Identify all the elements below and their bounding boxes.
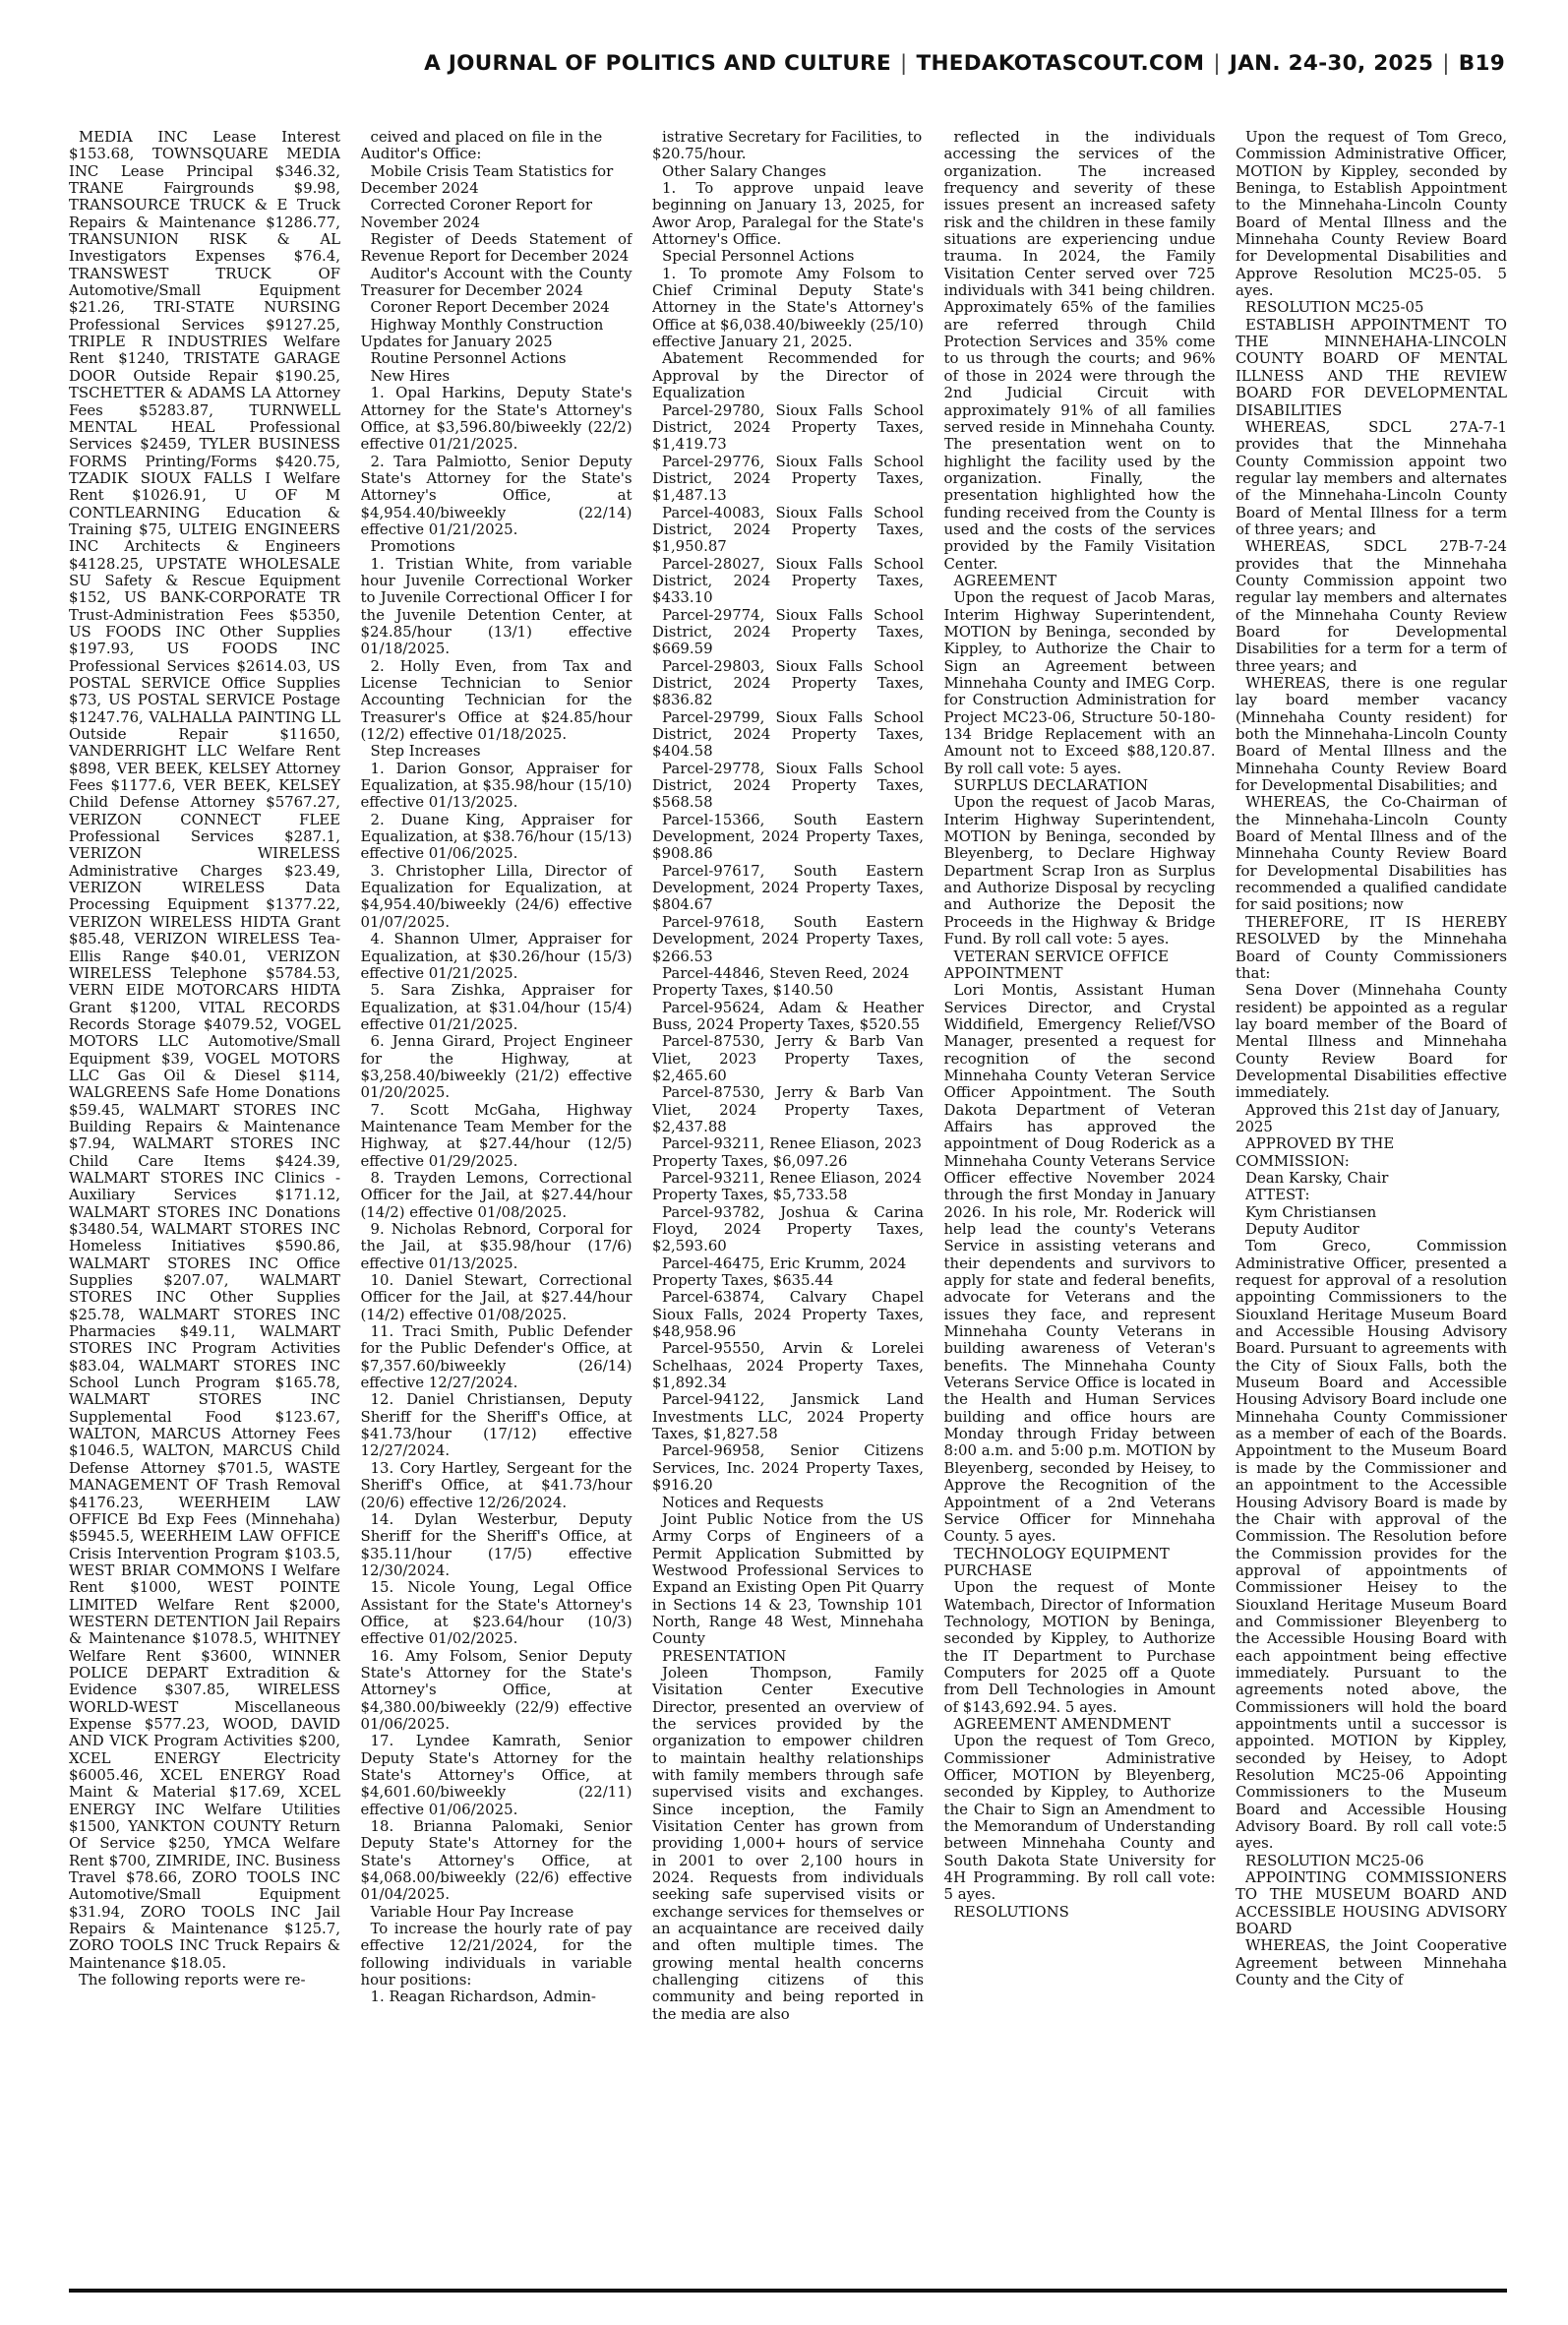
paragraph: Lori Montis, Assistant Human Services Director, and Crystal Widdifield, Emergency Relief/VSO Manager, presented a request for recognition of the second Minnehaha County Veteran Service Officer Appointment. The South Dakota Department of Veteran Affairs has approved the appointment of Doug Roderick as a Minnehaha County Veterans Service Officer effective November 2024 through the first Monday in January 2026. In his role, Mr. Roderick will help lead the county's Veterans Service in assisting veterans and their dependents and survivors to apply for state and federal benefits, advocate for Veterans and the issues they face, and represent Minnehaha County Veterans in building awareness of Veteran's benefits. The Minnehaha County Veterans Service Office is located in the Health and Human Services building and office hours are Monday through Friday between 8:00 a.m. and 5:00 p.m. MOTION by Bleyenberg, seconded by Heisey, to Approve the Recognition of the Appointment of a 2nd Veterans Service Officer for Minnehaha County. 5 ayes. (943, 981, 1216, 1546)
paragraph: Upon the request of Tom Greco, Commission Administrative Officer, MOTION by Kippley, seconded by Beninga, to Establish Appointment to the Minnehaha-Lincoln County Board of Mental Illness and the Minnehaha County Review Board for Developmental Disabilities and Approve Resolution MC25-05. 5 ayes. (1236, 129, 1507, 300)
paragraph: Dean Karsky, Chair (1245, 1168, 1389, 1187)
paragraph: Parcel-93782, Joshua & Carina Floyd, 2024 Property Taxes, $2,593.60 (652, 1202, 924, 1255)
paragraph: Parcel-46475, Eric Krumm, 2024 Property Taxes, $635.44 (652, 1254, 907, 1290)
paragraph: ceived and placed on file in the Auditor's Office: (360, 129, 603, 163)
paragraph: 1. Darion Gonsor, Appraiser for Equalization, at $35.98/hour (15/10) effective 01/13/2025. (360, 759, 633, 812)
paragraph: Auditor's Account with the County Treasurer for December 2024 (360, 264, 633, 300)
paragraph: Parcel-87530, Jerry & Barb Van Vliet, 2023 Property Taxes, $2,465.60 (652, 1032, 924, 1084)
paragraph: Coroner Report December 2024 (370, 298, 610, 317)
paragraph: Routine Personnel Actions (370, 349, 567, 368)
paragraph: 1. Tristian White, from variable hour Juvenile Correctional Worker to Juvenile Correctional Officer I for the Juvenile Detention Center, at $24.85/hour (13/1) effective 01/18/2025. (360, 554, 633, 658)
paragraph: The following reports were re- (79, 1971, 306, 1989)
paragraph: Upon the request of Monte Watembach, Director of Information Technology, MOTION by Beninga, seconded by Kippley, to Authorize the IT Department to Purchase Computers for 2025 off a Quote from Dell Technologies in Amount of $143,692.94. 5 ayes. (943, 1578, 1216, 1716)
paragraph: Tom Greco, Commission Administrative Officer, presented a request for approval of a resolution appointing Commissioners to the Siouxland Heritage Museum Board and Accessible Housing Advisory Board. Pursuant to agreements with the City of Sioux Falls, both the Museum Board and Accessible Housing Advisory Board include one Minnehaha County Commissioner as a member of each of the Boards. Appointment to the Museum Board is made by the Commissioner and an appointment to the Accessible Housing Advisory Board is made by the Chair with approval of the Commission. The Resolution before the Commission provides for the approval of appointments of Commissioner Heisey to the Siouxland Heritage Museum Board and Commissioner Bleyenberg to the Accessible Housing Board with each appointment being effective immediately. Pursuant to the agreements noted above, the Commissioners will hold the board appointments until a successor is appointed. MOTION by Kippley, seconded by Heisey, to Adopt Resolution MC25-06 Appointing Commissioners to the Museum Board and Accessible Housing Advisory Board. By roll call vote:5 ayes. (1236, 1237, 1507, 1853)
paragraph: 14. Dylan Westerbur, Deputy Sheriff for the Sheriff's Office, at $35.11/hour (17/5) effective 12/30/2024. (360, 1509, 633, 1579)
paragraph: 3. Christopher Lilla, Director of Equalization for Equalization, at $4,954.40/biweekly (24/6) effective 01/07/2025. (360, 861, 633, 931)
paragraph: 18. Brianna Palomaki, Senior Deputy State's Attorney for the State's Attorney's Office, at $4,068.00/biweekly (22/6) effective 01/04/2025. (360, 1817, 633, 1904)
paragraph: 15. Nicole Young, Legal Office Assistant for the State's Attorney's Office, at $23.64/hour (10/3) effective 01/02/2025. (360, 1578, 633, 1648)
header-line (424, 51, 1505, 76)
paragraph: RESOLUTION MC25-05 (1245, 298, 1424, 317)
text-column-4 (944, 129, 1216, 2274)
paragraph: 6. Jenna Girard, Project Engineer for the Highway, at $3,258.40/biweekly (21/2) effective 01/20/2025. (360, 1032, 633, 1102)
header-separator: | (899, 51, 908, 76)
paragraph: PRESENTATION (662, 1646, 787, 1665)
paragraph: Parcel-15366, South Eastern Development, 2024 Property Taxes, $908.86 (652, 810, 924, 863)
paragraph: 2. Duane King, Appraiser for Equalization, at $38.76/hour (15/13) effective 01/06/2025. (360, 810, 633, 863)
paragraph: 16. Amy Folsom, Senior Deputy State's Attorney for the State's Attorney's Office, at $4,380.00/biweekly (22/9) effective 01/06/2025. (360, 1646, 633, 1733)
header-separator: | (1442, 51, 1450, 76)
paragraph: 1. To promote Amy Folsom to Chief Criminal Deputy State's Attorney in the State's Attorney's Office at $6,038.40/biweekly (25/10) effective January 21, 2025. (652, 264, 924, 351)
page-header (0, 0, 1568, 133)
paragraph: SURPLUS DECLARATION (953, 776, 1149, 795)
paragraph: APPOINTING COMMISSIONERS TO THE MUSEUM BOARD AND ACCESSIBLE HOUSING ADVISORY BOARD (1236, 1868, 1507, 1938)
paragraph: WHEREAS, the Joint Cooperative Agreement between Minnehaha County and the City of (1236, 1936, 1507, 1989)
paragraph: 2. Holly Even, from Tax and License Technician to Senior Accounting Technician for the Treasurer's Office at $24.85/hour (12/2) effective 01/18/2025. (360, 656, 633, 744)
paragraph: Upon the request of Jacob Maras, Interim Highway Superintendent, MOTION by Beninga, seconded by Bleyenberg, to Declare Highway Department Scrap Iron as Surplus and Authorize Disposal by recycling and Authorize the Deposit the Proceeds in the Highway & Bridge Fund. By roll call vote: 5 ayes. (943, 793, 1216, 948)
paragraph: Other Salary Changes (662, 161, 826, 180)
paragraph: Step Increases (370, 742, 481, 761)
paragraph: 10. Daniel Stewart, Correctional Officer for the Jail, at $27.44/hour (14/2) effective 01/08/2025. (360, 1271, 633, 1323)
paragraph: RESOLUTION MC25-06 (1245, 1851, 1424, 1869)
legal-notice-columns (69, 129, 1507, 2274)
paragraph: THEREFORE, IT IS HEREBY RESOLVED by the Minnehaha Board of County Commissioners that: (1236, 912, 1507, 982)
paragraph: Parcel-93211, Renee Eliason, 2023 Property Taxes, $6,097.26 (652, 1134, 922, 1170)
paragraph: Joleen Thompson, Family Visitation Center Executive Director, presented an overview of the services provided by the organization to empower children to maintain healthy relationships with family members through safe supervised visits and exchanges. Since inception, the Family Visitation Center has grown from providing 1,000+ hours of service in 2001 to over 2,100 hours in 2024. Requests from individuals seeking safe supervised visits or exchange services for themselves or an acquaintance are received daily and often multiple times. The growing mental health concerns challenging citizens of this community and being reported in the media are also (652, 1663, 924, 2023)
paragraph: Upon the request of Tom Greco, Commissioner Administrative Officer, MOTION by Bleyenberg, seconded by Kippley, to Authorize the Chair to Sign an Amendment to the Memorandum of Understanding between Minnehaha County and South Dakota State University for 4H Programming. By roll call vote: 5 ayes. (943, 1732, 1216, 1904)
bottom-rule (69, 2289, 1507, 2293)
paragraph: 1. Opal Harkins, Deputy State's Attorney for the State's Attorney's Office, at $3,596.80/biweekly (22/2) effective 01/21/2025. (360, 384, 633, 454)
paragraph: Parcel-87530, Jerry & Barb Van Vliet, 2024 Property Taxes, $2,437.88 (652, 1083, 924, 1135)
paragraph: Abatement Recommended for Approval by the Director of Equalization (652, 349, 924, 402)
paragraph: Kym Christiansen (1245, 1202, 1377, 1221)
paragraph: 2. Tara Palmiotto, Senior Deputy State's Attorney for the State's Attorney's Office, at $4,954.40/biweekly (22/14) effective 01/21/2025. (360, 452, 633, 538)
paragraph: Joint Public Notice from the US Army Corps of Engineers of a Permit Application Submitted by Westwood Professional Services to Expand an Existing Open Pit Quarry in Sections 14 & 23, Township 101 North, Range 48 West, Minnehaha County (652, 1509, 924, 1648)
paragraph: Parcel-63874, Calvary Chapel Sioux Falls, 2024 Property Taxes, $48,958.96 (652, 1288, 924, 1341)
paragraph: 11. Traci Smith, Public Defender for the Public Defender's Office, at $7,357.60/biweekly (26/14) effective 12/27/2024. (360, 1322, 633, 1392)
paragraph: Parcel-29776, Sioux Falls School District, 2024 Property Taxes, $1,487.13 (652, 452, 924, 505)
paragraph: RESOLUTIONS (953, 1902, 1069, 1921)
paragraph: Parcel-95550, Arvin & Lorelei Schelhaas, 2024 Property Taxes, $1,892.34 (652, 1339, 924, 1392)
publication-tagline: A JOURNAL OF POLITICS AND CULTURE (424, 51, 891, 76)
paragraph: Approved this 21st day of January, 2025 (1236, 1100, 1501, 1135)
paragraph: Parcel-29803, Sioux Falls School District, 2024 Property Taxes, $836.82 (652, 656, 924, 709)
paragraph: 9. Nicholas Rebnord, Corporal for the Jail, at $35.98/hour (17/6) effective 01/13/2025. (360, 1220, 633, 1272)
paragraph: Sena Dover (Minnehaha County resident) be appointed as a regular lay board member of the Board of Mental Illness and Minnehaha County Review Board for Developmental Disabilities effective immediately. (1236, 981, 1507, 1102)
paragraph: Parcel-29799, Sioux Falls School District, 2024 Property Taxes, $404.58 (652, 707, 924, 761)
text-column-1 (69, 129, 340, 2274)
paragraph: istrative Secretary for Facilities, to $20.75/hour. (652, 129, 923, 163)
paragraph: ATTEST: (1245, 1186, 1310, 1204)
paragraph: APPROVED BY THE COMMISSION: (1236, 1134, 1395, 1170)
paragraph: New Hires (370, 366, 451, 385)
paragraph: VETERAN SERVICE OFFICE APPOINTMENT (943, 947, 1170, 982)
issue-date: JAN. 24-30, 2025 (1229, 51, 1434, 76)
paragraph: 8. Trayden Lemons, Correctional Officer for the Jail, at $27.44/hour (14/2) effective 01/08/2025. (360, 1168, 633, 1221)
paragraph: WHEREAS, SDCL 27B-7-24 provides that the Minnehaha County Commission appoint two regular lay members and alternates of the Minnehaha County Review Board for Developmental Disabilities for a term for a term of three years; and (1236, 537, 1507, 675)
paragraph: WHEREAS, there is one regular lay board member vacancy (Minnehaha County resident) for both the Minnehaha-Lincoln County Board of Mental Illness and the Minnehaha County Review Board for Developmental Disabilities; and (1236, 674, 1507, 795)
paragraph: Register of Deeds Statement of Revenue Report for December 2024 (360, 230, 633, 266)
paragraph: MEDIA INC Lease Interest $153.68, TOWNSQUARE MEDIA INC Lease Principal $346.32, TRANE Fairgrounds $9.98, TRANSOURCE TRUCK & E Truck Repairs & Maintenance $1286.77, TRANSUNION RISK & AL Investigators Expenses $76.4, TRANSWEST TRUCK OF Automotive/Small Equipment $21.26, TRI-STATE NURSING Professional Services $9127.25, TRIPLE R INDUSTRIES Welfare Rent $1240, TRISTATE GARAGE DOOR Outside Repair $190.25, TSCHETTER & ADAMS LA Attorney Fees $5283.87, TURNWELL MENTAL HEAL Professional Services $2459, TYLER BUSINESS FORMS Printing/Forms $420.75, TZADIK SIOUX FALLS I Welfare Rent $1026.91, U OF M CONTLEARNING Education & Training $75, ULTEIG ENGINEERS INC Architects & Engineers $4128.25, UPSTATE WHOLESALE SU Safety & Rescue Equipment $152, US BANK-CORPORATE TR Trust-Administration Fees $5350, US FOODS INC Other Supplies $197.93, US FOODS INC Professional Services $2614.03, US POSTAL SERVICE Office Supplies $73, US POSTAL SERVICE Postage $1247.76, VALHALLA PAINTING LL Outside Repair $11650, VANDERRIGHT LLC Welfare Rent $898, VER BEEK, KELSEY Attorney Fees $1177.6, VER BEEK, KELSEY Child Defense Attorney $5767.27, VERIZON CONNECT FLEE Professional Services $287.1, VERIZON WIRELESS Administrative Charges $23.49, VERIZON WIRELESS Data Processing Equipment $1377.22, VERIZON WIRELESS HIDTA Grant $85.48, VERIZON WIRELESS Tea-Ellis Range $40.01, VERIZON WIRELESS Telephone $5784.53, VERN EIDE MOTORCARS HIDTA Grant $1200, VITAL RECORDS Records Storage $4079.52, VOGEL MOTORS LLC Automotive/Small Equipment $39, VOGEL MOTORS LLC Gas Oil & Diesel $114, WALGREENS Safe Home Donations $59.45, WALMART STORES INC Building Repairs & Maintenance $7.94, WALMART STORES INC Child Care Items $424.39, WALMART STORES INC Clinics - Auxiliary Services $171.12, WALMART STORES INC Donations $3480.54, WALMART STORES INC Homeless Initiatives $590.86, WALMART STORES INC Office Supplies $207.07, WALMART STORES INC Other Supplies $25.78, WALMART STORES INC Pharmacies $49.11, WALMART STORES INC Program Activities $83.04, WALMART STORES INC School Lunch Program $165.78, WALMART STORES INC Supplemental Food $123.67, WALTON, MARCUS Attorney Fees $1046.5, WALTON, MARCUS Child Defense Attorney $701.5, WASTE MANAGEMENT OF Trash Removal $4176.23, WEERHEIM LAW OFFICE Bd Exp Fees (Minnehaha) $5945.5, WEERHEIM LAW OFFICE Crisis Intervention Program $103.5, WEST BRIAR COMMONS I Welfare Rent $1000, WEST POINTE LIMITED Welfare Rent $2000, WESTERN DETENTION Jail Repairs & Maintenance $1078.5, WHITNEY Welfare Rent $3600, WINNER POLICE DEPART Extradition & Evidence $307.85, WIRELESS WORLD-WEST Miscellaneous Expense $577.23, WOOD, DAVID AND VICK Program Activities $200, XCEL ENERGY Electricity $6005.46, XCEL ENERGY Road Maint & Material $17.69, XCEL ENERGY INC Welfare Utilities $1500, YANKTON COUNTY Return Of Service $250, YMCA Welfare Rent $700, ZIMRIDE, INC. Business Travel $78.66, ZORO TOOLS INC Automotive/Small Equipment $31.94, ZORO TOOLS INC Jail Repairs & Maintenance $125.7, ZORO TOOLS INC Truck Repairs & Maintenance $18.05. (69, 129, 340, 1972)
paragraph: Corrected Coroner Report for November 2024 (360, 196, 592, 231)
paragraph: Parcel-29780, Sioux Falls School District, 2024 Property Taxes, $1,419.73 (652, 400, 924, 454)
paragraph: 5. Sara Zishka, Appraiser for Equalization, at $31.04/hour (15/4) effective 01/21/2025. (360, 981, 633, 1033)
paragraph: 1. Reagan Richardson, Admin- (370, 1988, 596, 2006)
paragraph: Parcel-97617, South Eastern Development, 2024 Property Taxes, $804.67 (652, 861, 924, 914)
paragraph: WHEREAS, SDCL 27A-7-1 provides that the Minnehaha County Commission appoint two regular lay members and alternates of the Minnehaha-Lincoln County Board of Mental Illness for a term of three years; and (1236, 417, 1507, 538)
paragraph: Notices and Requests (662, 1493, 824, 1511)
paragraph: AGREEMENT (953, 571, 1057, 589)
text-column-5 (1236, 129, 1507, 2274)
page-number: B19 (1458, 51, 1505, 76)
paragraph: ESTABLISH APPOINTMENT TO THE MINNEHAHA-LINCOLN COUNTY BOARD OF MENTAL ILLNESS AND THE REVIEW BOARD FOR DEVELOPMENTAL DISABILITIES (1236, 315, 1507, 419)
paragraph: Upon the request of Jacob Maras, Interim Highway Superintendent, MOTION by Beninga, seconded by Kippley, to Authorize the Chair to Sign an Agreement between Minnehaha County and IMEG Corp. for Construction Administration for Project MC23-06, Structure 50-180-134 Bridge Replacement with an Amount not to Exceed $88,120.87. By roll call vote: 5 ayes. (943, 588, 1216, 777)
paragraph: Parcel-95624, Adam & Heather Buss, 2024 Property Taxes, $520.55 (652, 998, 924, 1033)
paragraph: WHEREAS, the Co-Chairman of the Minnehaha-Lincoln County Board of Mental Illness and of the Minnehaha County Review Board for Developmental Disabilities has recommended a qualified candidate for said positions; now (1236, 793, 1507, 914)
paragraph: 17. Lyndee Kamrath, Senior Deputy State's Attorney for the State's Attorney's Office, at $4,601.60/biweekly (22/11) effective 01/06/2025. (360, 1732, 633, 1818)
paragraph: reflected in the individuals accessing the services of the organization. The increased frequency and severity of these issues present an increased safety risk and the children in these family situations are experiencing undue trauma. In 2024, the Family Visitation Center served over 725 individuals with 341 being children. Approximately 65% of the families are referred through Child Protection Services and 35% come to us through the courts; and 96% of those in 2024 were through the 2nd Judicial Circuit with approximately 91% of all families served reside in Minnehaha County. The presentation went on to highlight the facility used by the organization. Finally, the presentation highlighted how the funding received from the County is used and the costs of the services provided by the Family Visitation Center. (943, 129, 1216, 573)
paragraph: Mobile Crisis Team Statistics for December 2024 (360, 161, 614, 198)
paragraph: 1. To approve unpaid leave beginning on January 13, 2025, for Awor Arop, Paralegal for the State's Attorney's Office. (652, 179, 924, 249)
paragraph: 12. Daniel Christiansen, Deputy Sheriff for the Sheriff's Office, at $41.73/hour (17/12) effective 12/27/2024. (360, 1390, 633, 1460)
paragraph: Variable Hour Pay Increase (370, 1902, 574, 1921)
paragraph: Parcel-94122, Jansmick Land Investments LLC, 2024 Property Taxes, $1,827.58 (652, 1390, 924, 1443)
paragraph: Parcel-29778, Sioux Falls School District, 2024 Property Taxes, $568.58 (652, 759, 924, 812)
header-separator: | (1213, 51, 1221, 76)
text-column-2 (361, 129, 633, 2274)
paragraph: Special Personnel Actions (662, 247, 855, 266)
website-url: THEDAKOTASCOUT.COM (916, 51, 1205, 76)
paragraph: AGREEMENT AMENDMENT (953, 1714, 1171, 1733)
paragraph: Parcel-93211, Renee Eliason, 2024 Property Taxes, $5,733.58 (652, 1168, 922, 1204)
paragraph: 4. Shannon Ulmer, Appraiser for Equalization, at $30.26/hour (15/3) effective 01/21/2025. (360, 930, 633, 982)
text-column-3 (652, 129, 924, 2274)
paragraph: Deputy Auditor (1245, 1220, 1359, 1238)
paragraph: 7. Scott McGaha, Highway Maintenance Team Member for the Highway, at $27.44/hour (12/5) effective 01/29/2025. (360, 1100, 633, 1170)
paragraph: Highway Monthly Construction Updates for January 2025 (360, 315, 604, 351)
paragraph: Parcel-97618, South Eastern Development, 2024 Property Taxes, $266.53 (652, 912, 924, 965)
paragraph: Promotions (370, 537, 455, 556)
paragraph: Parcel-96958, Senior Citizens Services, Inc. 2024 Property Taxes, $916.20 (652, 1441, 924, 1495)
paragraph: Parcel-29774, Sioux Falls School District, 2024 Property Taxes, $669.59 (652, 605, 924, 658)
paragraph: Parcel-44846, Steven Reed, 2024 Property Taxes, $140.50 (652, 963, 910, 1000)
paragraph: Parcel-28027, Sioux Falls School District, 2024 Property Taxes, $433.10 (652, 554, 924, 607)
paragraph: 13. Cory Hartley, Sergeant for the Sheriff's Office, at $41.73/hour (20/6) effective 12/26/2024. (360, 1458, 633, 1511)
paragraph: Parcel-40083, Sioux Falls School District, 2024 Property Taxes, $1,950.87 (652, 503, 924, 556)
paragraph: To increase the hourly rate of pay effective 12/21/2024, for the following individuals in variable hour positions: (360, 1920, 633, 1989)
paragraph: TECHNOLOGY EQUIPMENT PURCHASE (943, 1544, 1170, 1579)
